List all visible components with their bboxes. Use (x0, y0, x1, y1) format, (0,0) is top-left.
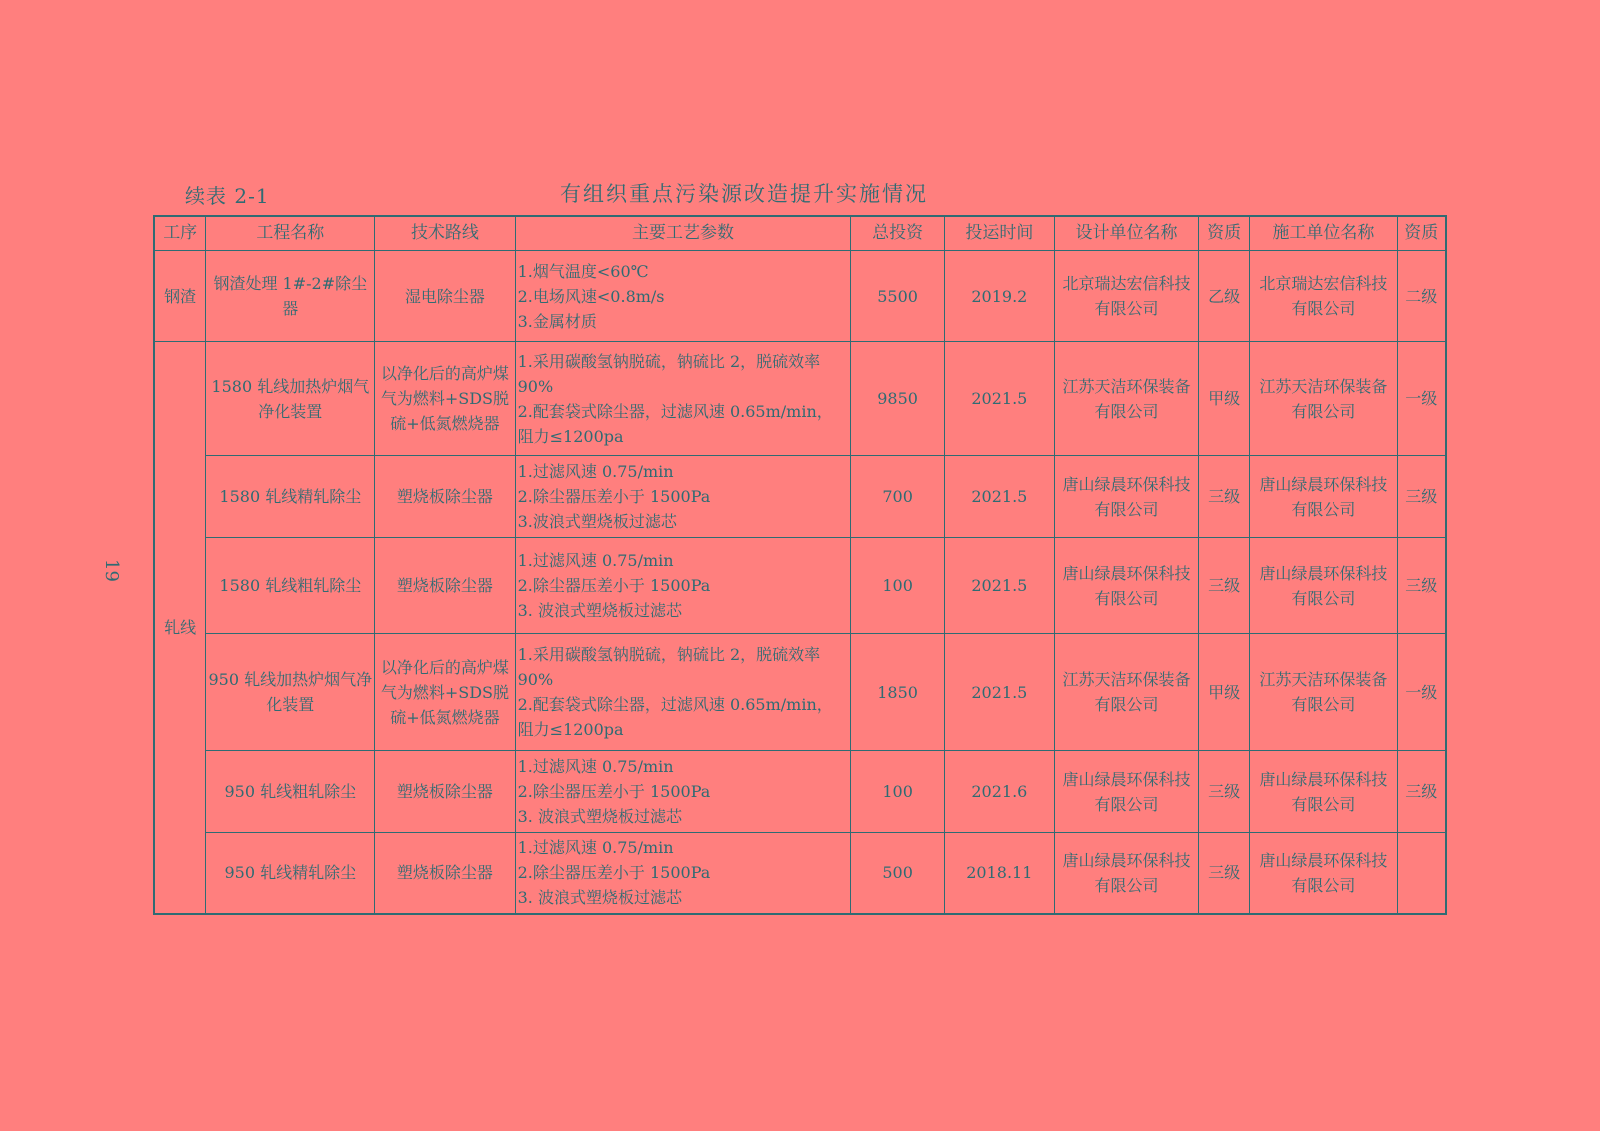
designer-level-cell: 乙级 (1199, 251, 1250, 342)
designer-level-cell: 三级 (1199, 751, 1250, 833)
param-line: 3. 波浪式塑烧板过滤芯 (517, 807, 682, 826)
table-row (154, 456, 1446, 538)
operation-time-cell: 2019.2 (944, 251, 1054, 342)
param-line: 1.采用碳酸氢钠脱硫，钠硫比 2，脱硫效率 (517, 645, 821, 664)
header-process: 工序 (154, 216, 206, 251)
designer-level-cell: 三级 (1199, 538, 1250, 634)
page-number: 19 (100, 559, 122, 582)
params-cell (515, 456, 851, 538)
param-line: 2.配套袋式除尘器，过滤风速 0.65m/min， (517, 401, 833, 421)
table-row (154, 342, 1446, 456)
operation-time-cell: 2021.5 (944, 342, 1054, 456)
project-name-cell: 950 轧线加热炉烟气净化装置 (206, 634, 375, 751)
param-line: 1.采用碳酸氢钠脱硫，钠硫比 2，脱硫效率 (517, 351, 821, 371)
tech-route-cell: 塑烧板除尘器 (375, 751, 515, 833)
param-line: 90% (517, 376, 554, 396)
project-name-cell: 1580 轧线加热炉烟气净化装置 (206, 342, 375, 456)
operation-time-cell: 2021.6 (944, 751, 1054, 833)
designer-cell: 唐山绿晨环保科技有限公司 (1054, 751, 1198, 833)
param-line: 2.除尘器压差小于 1500Pa (517, 487, 711, 506)
header-tech-route: 技术路线 (375, 216, 515, 251)
investment-cell: 100 (851, 538, 945, 634)
investment-cell: 700 (851, 456, 945, 538)
param-line: 阻力≤1200pa (517, 720, 624, 739)
tech-route-cell: 塑烧板除尘器 (375, 456, 515, 538)
header-process-params: 主要工艺参数 (515, 216, 851, 251)
designer-level-cell: 甲级 (1199, 342, 1250, 456)
header-builder: 施工单位名称 (1250, 216, 1398, 251)
param-line: 2.除尘器压差小于 1500Pa (517, 782, 711, 801)
project-name-cell: 950 轧线粗轧除尘 (206, 751, 375, 833)
builder-level-cell: 一级 (1397, 634, 1446, 751)
table-header-row (154, 216, 1446, 251)
params-cell (515, 251, 851, 342)
param-line: 3.波浪式塑烧板过滤芯 (517, 512, 677, 531)
builder-level-cell: 三级 (1397, 456, 1446, 538)
builder-cell: 唐山绿晨环保科技有限公司 (1250, 751, 1398, 833)
params-cell (515, 833, 851, 914)
builder-cell: 江苏天洁环保装备有限公司 (1250, 634, 1398, 751)
designer-cell: 江苏天洁环保装备有限公司 (1054, 634, 1198, 751)
investment-cell: 500 (851, 833, 945, 914)
table-row (154, 634, 1446, 751)
tech-route-cell: 塑烧板除尘器 (375, 538, 515, 634)
project-name-cell: 1580 轧线粗轧除尘 (206, 538, 375, 634)
builder-cell: 唐山绿晨环保科技有限公司 (1250, 833, 1398, 914)
param-line: 3. 波浪式塑烧板过滤芯 (517, 888, 682, 908)
header-designer: 设计单位名称 (1054, 216, 1198, 251)
builder-level-cell: 三级 (1397, 538, 1446, 634)
builder-cell: 江苏天洁环保装备有限公司 (1250, 342, 1398, 456)
operation-time-cell: 2021.5 (944, 634, 1054, 751)
designer-cell: 唐山绿晨环保科技有限公司 (1054, 538, 1198, 634)
project-name-cell: 950 轧线精轧除尘 (206, 833, 375, 914)
investment-cell: 1850 (851, 634, 945, 751)
designer-level-cell: 三级 (1199, 456, 1250, 538)
param-line: 2.配套袋式除尘器，过滤风速 0.65m/min， (517, 695, 833, 714)
param-line: 1.过滤风速 0.75/min (517, 838, 674, 858)
investment-cell: 5500 (851, 251, 945, 342)
builder-level-cell: 二级 (1397, 251, 1446, 342)
builder-cell: 唐山绿晨环保科技有限公司 (1250, 456, 1398, 538)
process-cell: 轧线 (154, 342, 206, 914)
params-cell (515, 751, 851, 833)
investment-cell: 100 (851, 751, 945, 833)
param-line: 1.过滤风速 0.75/min (517, 757, 674, 776)
header-designer-level: 资质 (1199, 216, 1250, 251)
param-line: 1.过滤风速 0.75/min (517, 462, 674, 481)
param-line: 3.金属材质 (517, 311, 597, 331)
operation-time-cell: 2018.11 (944, 833, 1054, 914)
project-name-cell: 钢渣处理 1#-2#除尘器 (206, 251, 375, 342)
table-row (154, 833, 1446, 914)
designer-level-cell: 三级 (1199, 833, 1250, 914)
params-cell (515, 538, 851, 634)
param-line: 阻力≤1200pa (517, 426, 624, 446)
tech-route-cell: 塑烧板除尘器 (375, 833, 515, 914)
builder-cell: 北京瑞达宏信科技有限公司 (1250, 251, 1398, 342)
builder-level-cell: 一级 (1397, 342, 1446, 456)
param-line: 2.除尘器压差小于 1500Pa (517, 576, 711, 595)
header-operation-time: 投运时间 (944, 216, 1054, 251)
process-cell: 钢渣 (154, 251, 206, 342)
params-cell (515, 634, 851, 751)
table-caption: 续表 2-1 (185, 184, 270, 208)
page-title: 有组织重点污染源改造提升实施情况 (560, 182, 928, 206)
builder-cell: 唐山绿晨环保科技有限公司 (1250, 538, 1398, 634)
param-line: 1.烟气温度<60℃ (517, 261, 649, 281)
designer-cell: 唐山绿晨环保科技有限公司 (1054, 833, 1198, 914)
param-line: 2.电场风速<0.8m/s (517, 286, 665, 306)
project-name-cell: 1580 轧线精轧除尘 (206, 456, 375, 538)
table-row (154, 538, 1446, 634)
designer-cell: 江苏天洁环保装备有限公司 (1054, 342, 1198, 456)
tech-route-cell: 以净化后的高炉煤气为燃料+SDS脱硫+低氮燃烧器 (375, 634, 515, 751)
tech-route-cell: 以净化后的高炉煤气为燃料+SDS脱硫+低氮燃烧器 (375, 342, 515, 456)
param-line: 3. 波浪式塑烧板过滤芯 (517, 601, 682, 620)
operation-time-cell: 2021.5 (944, 538, 1054, 634)
operation-time-cell: 2021.5 (944, 456, 1054, 538)
header-investment: 总投资 (851, 216, 945, 251)
param-line: 90% (517, 670, 554, 689)
params-cell (515, 342, 851, 456)
builder-level-cell: 三级 (1397, 751, 1446, 833)
table-row (154, 751, 1446, 833)
param-line: 1.过滤风速 0.75/min (517, 551, 674, 570)
investment-cell: 9850 (851, 342, 945, 456)
designer-cell: 唐山绿晨环保科技有限公司 (1054, 456, 1198, 538)
table-row (154, 251, 1446, 342)
param-line: 2.除尘器压差小于 1500Pa (517, 863, 711, 883)
designer-cell: 北京瑞达宏信科技有限公司 (1054, 251, 1198, 342)
tech-route-cell: 湿电除尘器 (375, 251, 515, 342)
pollution-source-table (153, 215, 1447, 915)
builder-level-cell (1397, 833, 1446, 914)
header-project-name: 工程名称 (206, 216, 375, 251)
header-builder-level: 资质 (1397, 216, 1446, 251)
designer-level-cell: 甲级 (1199, 634, 1250, 751)
